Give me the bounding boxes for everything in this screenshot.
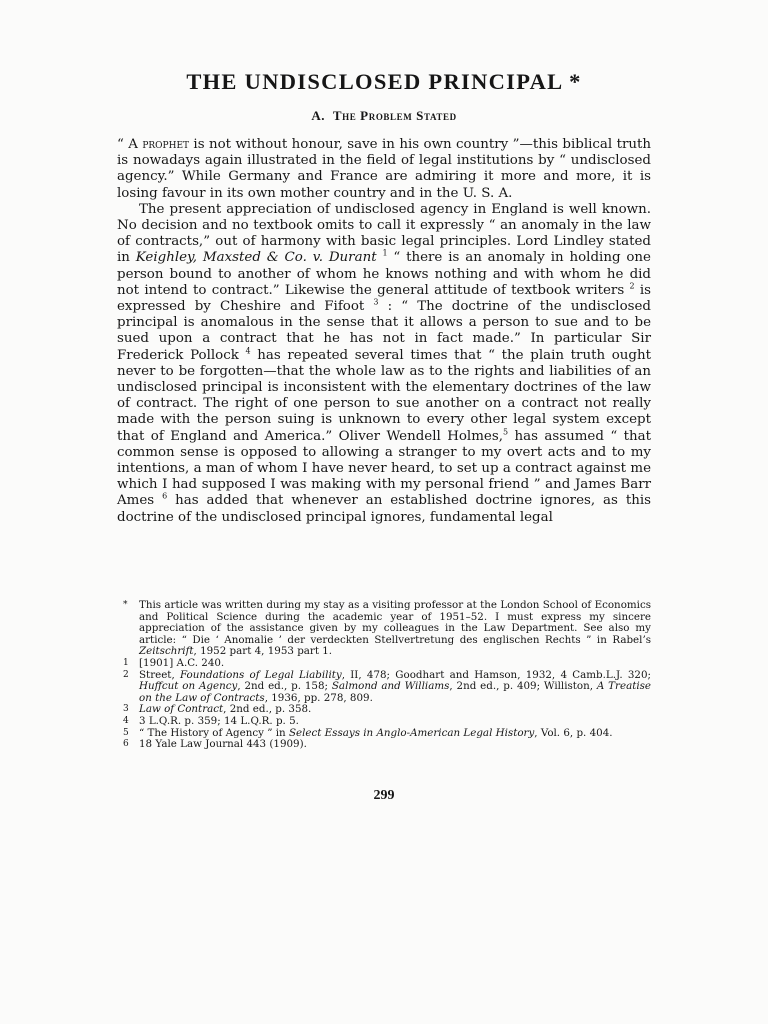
book-title: Foundations of Legal Liability [179,668,342,681]
footnote-text: 3 L.Q.R. p. 359; 14 L.Q.R. p. 5. [139,714,299,727]
footnote-text: “ The History of Agency ” in [139,726,289,739]
paragraph-2-text: has assumed “ that common sense is opposed to allowing a stranger to my overt acts and to my intentions, a man of whom I have never heard, to set up a contract against me which I had supposed I was making with my personal friend ” and James Barr Ames [117,428,651,509]
body-text [117,137,651,526]
footnote-ref-5[interactable]: 5 [502,427,509,437]
book-title: Law of Contract [139,703,224,716]
book-title: A Treatise on the Law of Contracts [139,680,652,704]
paragraph-2-text: has added that whenever an established doctrine ignores, as this doctrine of the undisclosed principal ignores, fundamental legal [117,493,651,525]
journal-title: Zeitschrift [139,645,194,658]
footnote-star [117,600,651,658]
footnote-text: , 2nd ed., p. 158; [237,680,332,693]
footnote-text: 18 Yale Law Journal 443 (1909). [139,738,307,751]
footnote-mark: 6 [123,739,129,750]
footnote-ref-2[interactable]: 2 [629,281,635,291]
footnote-mark: 1 [123,657,129,668]
footnote-text: , 1952 part 4, 1953 part 1. [193,645,333,658]
footnote-mark: 2 [123,669,129,680]
footnote-text: , 2nd ed., p. 409; Williston, [449,680,597,693]
lead-in: “ A prophet [117,137,190,152]
footnote-text: , 2nd ed., p. 358. [223,703,312,716]
footnote-text: , 1936, pp. 278, 809. [264,691,373,704]
paragraph-1 [117,137,651,202]
paragraph-2-text: “ there is an anomaly in holding one person bound to another of whom he knows nothing and with whom he did not intend to contract.” Likewise the general attitude of textbook writers [117,250,651,298]
footnote-ref-4[interactable]: 4 [245,346,251,356]
footnote-mark: * [123,600,128,610]
paragraph-2 [117,202,651,526]
book-title: Huffcut on Agency [139,680,238,693]
section-number: A. [311,108,326,123]
footnote-6 [117,739,651,751]
footnote-ref-6[interactable]: 6 [162,492,168,501]
paragraph-1-text: is not without honour, save in his own country ”—this biblical truth is nowadays again illustrated in the field of legal institutions by “ undisclosed agency.” While Germany and France are admiring it more and more, it is losing favour in its own mother country and in the U. S. A. [117,137,651,201]
paragraph-2-text: has repeated several times that “ the plain truth ought never to be forgotten—that the whole law as to the rights and liabilities of an undisclosed principal is inconsistent with the elementary doctrines of the law of contract. The right of one person to sue another on a contract not really made with the person suing is unknown to every other legal system except that of England and America.” Oliver Wendell Holmes, [117,347,651,444]
page-number: 299 [373,788,395,803]
section-heading [0,108,768,124]
footnote-2 [117,670,651,705]
footnote-text: This article was written during my stay as a visiting professor at the London School of Economics and Political Science during the academic year of 1951–52. I must express my sincere appreciation of the assistance given by my colleagues in the Law Department. See also my article: “ Die ‘ Anomalie ’ der verdeckten Stellvertretung des englischen Rechts ” in Rabel’s [139,599,651,646]
paragraph-2-text: The present appreciation of undisclosed agency in England is well known. No decision and no textbook omits to call it expressly “ an anomaly in the law of contracts,” out of harmony with basic legal principles. Lord Lindley stated in [117,201,651,266]
paragraph-2-text: is expressed by Cheshire and Fifoot [117,282,651,315]
footnote-text: , Vol. 6, p. 404. [534,726,613,739]
book-title: Salmond and Williams [331,680,450,693]
case-citation: Keighley, Maxsted & Co. v. Durant [135,250,377,266]
footnote-text: [1901] A.C. 240. [139,656,225,669]
footnote-text: Street, [139,668,180,681]
footnote-text: , II, 478; Goodhart and Hamson, 1932, 4 Camb.L.J. 320; [341,668,651,681]
footnote-mark: 4 [123,715,129,726]
footnote-mark: 5 [123,727,129,738]
book-title: Select Essays in Anglo-American Legal History [288,726,535,739]
section-title: The Problem Stated [332,108,457,123]
paragraph-2-text: : “ The doctrine of the undisclosed principal is anomalous in the sense that it allows a person to sue and to be sued upon a contract that he has not in fact made.” In particular Sir Frederick Pollock [117,299,651,363]
footnote-ref-1[interactable]: 1 [382,248,388,258]
footnote-mark: 3 [123,704,129,715]
article-title: THE UNDISCLOSED PRINCIPAL * [186,69,582,94]
footnotes [117,600,651,751]
footnote-ref-3[interactable]: 3 [373,297,379,307]
